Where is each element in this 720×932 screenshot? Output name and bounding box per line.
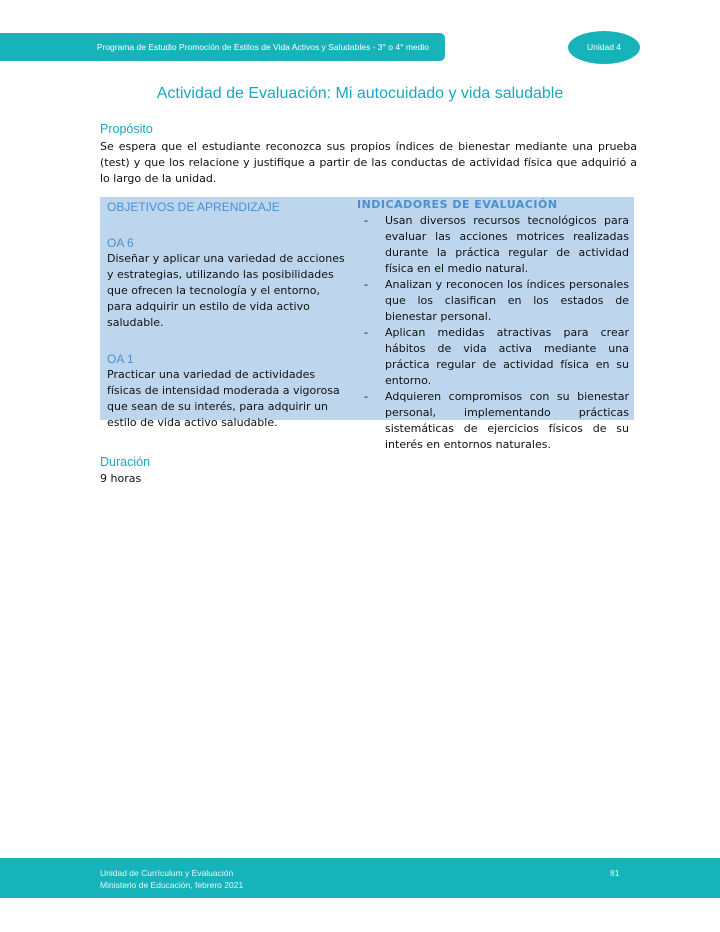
bullet: - <box>364 278 368 291</box>
indicators-heading: INDICADORES DE EVALUACIÓN <box>357 198 558 211</box>
oa-code: OA 1 <box>107 352 134 366</box>
indicator-item <box>357 389 629 453</box>
page-number: 81 <box>610 868 620 878</box>
objectives-heading: OBJETIVOS DE APRENDIZAJE <box>107 200 280 214</box>
footer-line2: Ministerio de Educación, febrero 2021 <box>100 880 244 890</box>
bullet: - <box>364 214 368 227</box>
page-title: Actividad de Evaluación: Mi autocuidado y vida saludable <box>156 85 564 102</box>
indicator-text: Usan diversos recursos tecnológicos para evaluar las acciones motrices realizadas durante la práctica regular de actividad física en el medio natural. <box>385 214 629 275</box>
header-banner: Programa de Estudio Promoción de Estilos de Vida Activos y Saludables - 3° o 4° medio <box>0 33 445 61</box>
purpose-text: Se espera que el estudiante reconozca sus propios índices de bienestar mediante una prueba (test) y que los relacione y justifique a partir de las conductas de actividad física que adquirió a lo largo de la unidad. <box>100 140 637 185</box>
indicator-text: Aplican medidas atractivas para crear hábitos de vida activa mediante una práctica regular de actividad física en su entorno. <box>385 326 629 387</box>
indicator-item <box>357 325 629 389</box>
oa-code: OA 6 <box>107 236 134 250</box>
purpose-heading: Propósito <box>100 122 153 136</box>
footer-line1: Unidad de Currículum y Evaluación <box>100 868 234 878</box>
indicator-text: Analizan y reconocen los índices personales que los clasifican en los estados de bienestar personal. <box>385 278 629 323</box>
objectives-column <box>107 199 347 431</box>
duration-text: 9 horas <box>100 472 142 485</box>
bullet: - <box>364 326 368 339</box>
oa-text: Practicar una variedad de actividades físicas de intensidad moderada a vigorosa que sean de su interés, para adquirir un estilo de vida activo saludable. <box>107 368 340 429</box>
indicator-item <box>357 213 629 277</box>
indicators-column <box>357 197 629 453</box>
footer <box>0 858 720 898</box>
indicator-item <box>357 277 629 325</box>
duration-heading: Duración <box>100 455 151 469</box>
indicator-text: Adquieren compromisos con su bienestar personal, implementando prácticas sistemáticas de ejercicios físicos de su interés en entornos naturales. <box>385 390 629 451</box>
oa-text: Diseñar y aplicar una variedad de acciones y estrategias, utilizando las posibilidades que ofrecen la tecnología y el entorno, para adquirir un estilo de vida activo saludable. <box>107 252 345 329</box>
objectives-table <box>100 197 634 451</box>
bullet: - <box>364 390 368 403</box>
unit-badge: Unidad 4 <box>568 31 640 64</box>
